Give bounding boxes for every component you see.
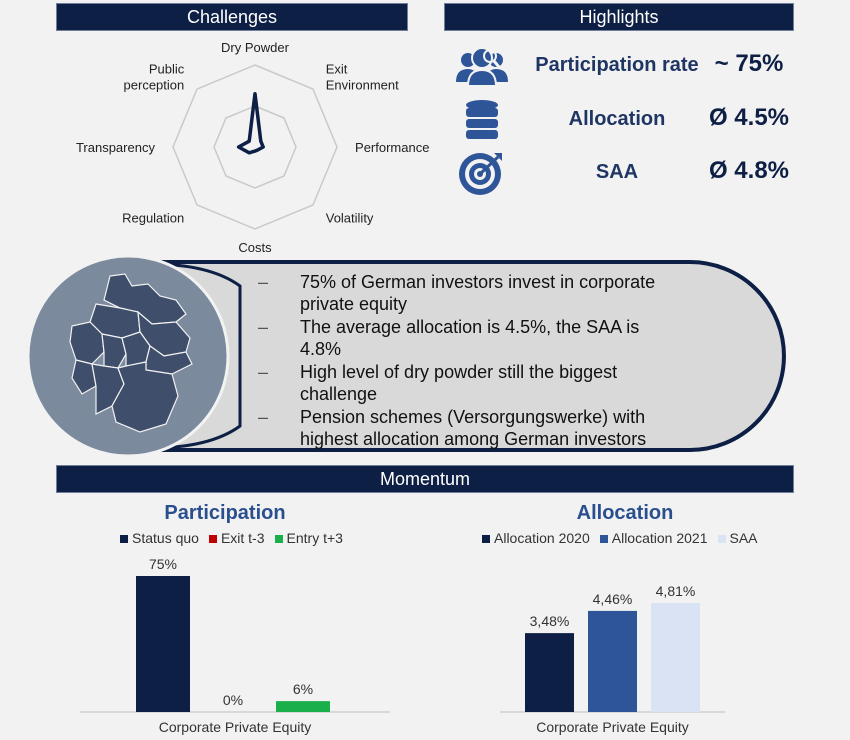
bar <box>276 701 330 712</box>
radar-axis-label: Dry Powder <box>221 39 289 55</box>
highlight-saa <box>444 149 804 197</box>
highlight-value: Ø 4.5% <box>708 104 790 131</box>
bar <box>525 633 574 712</box>
highlight-participation <box>444 42 804 90</box>
highlight-label: Participation rate <box>535 54 699 76</box>
database-icon <box>454 96 510 144</box>
bar-value-label: 0% <box>222 692 244 708</box>
highlight-label: SAA <box>595 161 639 183</box>
highlight-allocation <box>444 96 804 144</box>
momentum-header <box>56 465 794 493</box>
radar-axis-label: Exit Environment <box>325 61 399 93</box>
highlight-value: Ø 4.8% <box>708 157 790 184</box>
bar-value-label: 3,48% <box>529 613 570 630</box>
radar-series-line <box>239 94 264 153</box>
legend-label: Allocation 2021 <box>611 530 708 546</box>
radar-axis-label: Regulation <box>122 210 185 226</box>
legend-item <box>120 530 199 546</box>
challenges-radar-chart <box>0 34 430 254</box>
target-icon <box>454 149 510 197</box>
bullet-text: 75% of German investors invest in corporate private equity <box>300 272 656 314</box>
highlight-label: Allocation <box>568 108 666 130</box>
legend-item <box>275 530 343 546</box>
bar-value-label: 75% <box>148 556 178 572</box>
highlights-header-label: Highlights <box>579 6 659 27</box>
highlight-value: ~ 75% <box>714 50 784 77</box>
momentum-header-label: Momentum <box>379 468 471 489</box>
allocation-legend <box>482 530 758 546</box>
bar-value-label: 4,81% <box>655 582 696 599</box>
bullet-dash: – <box>258 362 269 382</box>
radar-axis-label: Costs <box>238 240 272 254</box>
legend-item <box>600 530 708 546</box>
legend-item <box>482 530 590 546</box>
bullet-text: Pension schemes (Versorgungswerke) with highest allocation among German investors <box>300 407 647 449</box>
legend-label: Status quo <box>132 530 199 546</box>
allocation-chart-title: Allocation <box>576 502 674 524</box>
bar-value-label: 4,46% <box>592 590 633 607</box>
radar-axis-label: Public perception <box>123 61 185 93</box>
challenges-header <box>56 3 408 31</box>
bullet-dash: – <box>258 272 269 292</box>
category-tick-label: Corporate Private Equity <box>536 719 689 735</box>
people-search-icon <box>454 42 510 90</box>
legend-label: Exit t-3 <box>220 530 265 546</box>
allocation-bar-chart <box>470 548 770 740</box>
legend-item <box>718 530 758 546</box>
legend-item <box>209 530 265 546</box>
challenges-header-label: Challenges <box>186 6 278 27</box>
bar-value-label: 6% <box>292 681 314 698</box>
bullet-text: The average allocation is 4.5%, the SAA is 4.8% <box>300 317 640 359</box>
legend-label: SAA <box>729 530 758 546</box>
participation-legend <box>120 530 343 546</box>
category-tick-label: Corporate Private Equity <box>158 719 312 735</box>
bar <box>651 603 700 712</box>
bar <box>136 576 190 712</box>
bullet-text: High level of dry powder still the biggest challenge <box>300 362 618 404</box>
radar-axis-label: Performance <box>355 140 430 155</box>
legend-label: Allocation 2020 <box>494 530 590 546</box>
legend-label: Entry t+3 <box>286 530 343 546</box>
radar-axis-label: Transparency <box>75 140 155 155</box>
bar <box>588 611 637 712</box>
radar-axis-label: Volatility <box>325 210 374 226</box>
bullet-dash: – <box>258 407 269 427</box>
bullet-dash: – <box>258 317 269 337</box>
participation-chart-title: Participation <box>164 502 286 524</box>
highlights-header <box>444 3 794 31</box>
radar-grid-ring <box>173 65 337 229</box>
radar-grid-ring <box>214 106 296 188</box>
participation-bar-chart <box>60 548 410 740</box>
